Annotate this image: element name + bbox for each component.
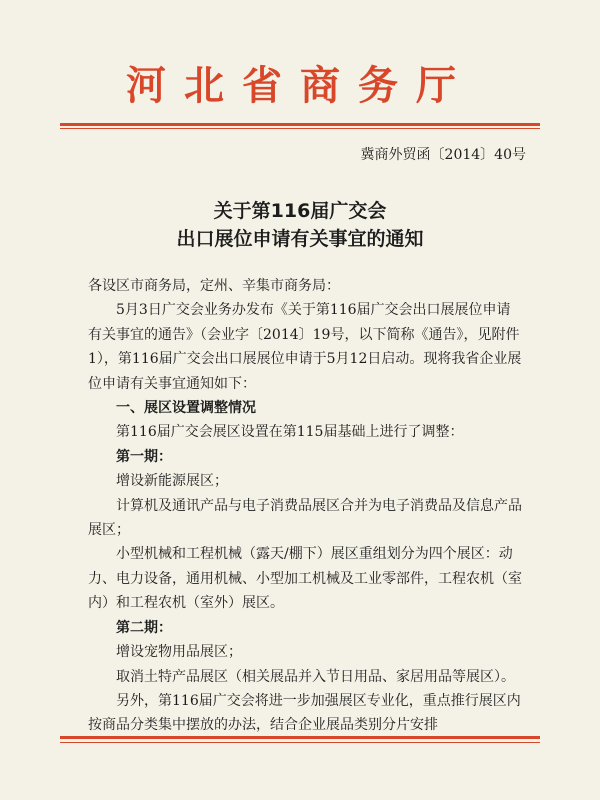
closing-paragraph: 另外，第116届广交会将进一步加强展区专业化，重点推行展区内按商品分类集中摆放的办法，结合企业展品类别分片安排: [88, 692, 521, 734]
title-line-2: 出口展位申请有关事宜的通知: [176, 228, 424, 250]
document-body: [88, 274, 524, 738]
section-1-text: 第116届广交会展区设置在第115届基础上进行了调整：: [116, 424, 464, 441]
phase-2-item-1: 增设宠物用品展区；: [116, 644, 242, 661]
phase-1-item-3: 小型机械和工程机械（露天/棚下）展区重组划分为四个展区：动力、电力设备，通用机械、小型加工机械及工业零部件，工程农机（室内）和工程农机（室外）展区。: [88, 546, 522, 612]
section-1-heading: 一、展区设置调整情况: [116, 400, 256, 417]
intro-paragraph: 5月3日广交会业务办发布《关于第116届广交会出口展展位申请有关事宜的通告》（会业字〔2014〕19号，以下简称《通告》，见附件1），第116届广交会出口展展位申请于5月12日启动。现将我省企业展位申请有关事宜通知如下：: [88, 302, 522, 392]
document-number: 冀商外贸函〔2014〕40号: [360, 147, 526, 163]
phase-1-item-1: 增设新能源展区；: [116, 473, 228, 490]
footer-rule-thin: [60, 742, 540, 743]
title-line-1: 关于第116届广交会: [213, 200, 387, 222]
header-rule-thin: [60, 128, 540, 129]
header-rule-thick: [60, 123, 540, 126]
phase-1-item-2: 计算机及通讯产品与电子消费品展区合并为电子消费品及信息产品展区；: [88, 497, 522, 539]
phase-2-item-2: 取消土特产品展区（相关展品并入节日用品、家居用品等展区）。: [116, 668, 515, 685]
footer-rule-thick: [60, 736, 540, 739]
phase-1-heading: 第一期：: [116, 448, 172, 465]
agency-masthead: 河北省商务厅: [126, 62, 474, 109]
phase-2-heading: 第二期：: [116, 619, 172, 636]
salutation: 各设区市商务局，定州、辛集市商务局：: [88, 278, 340, 294]
